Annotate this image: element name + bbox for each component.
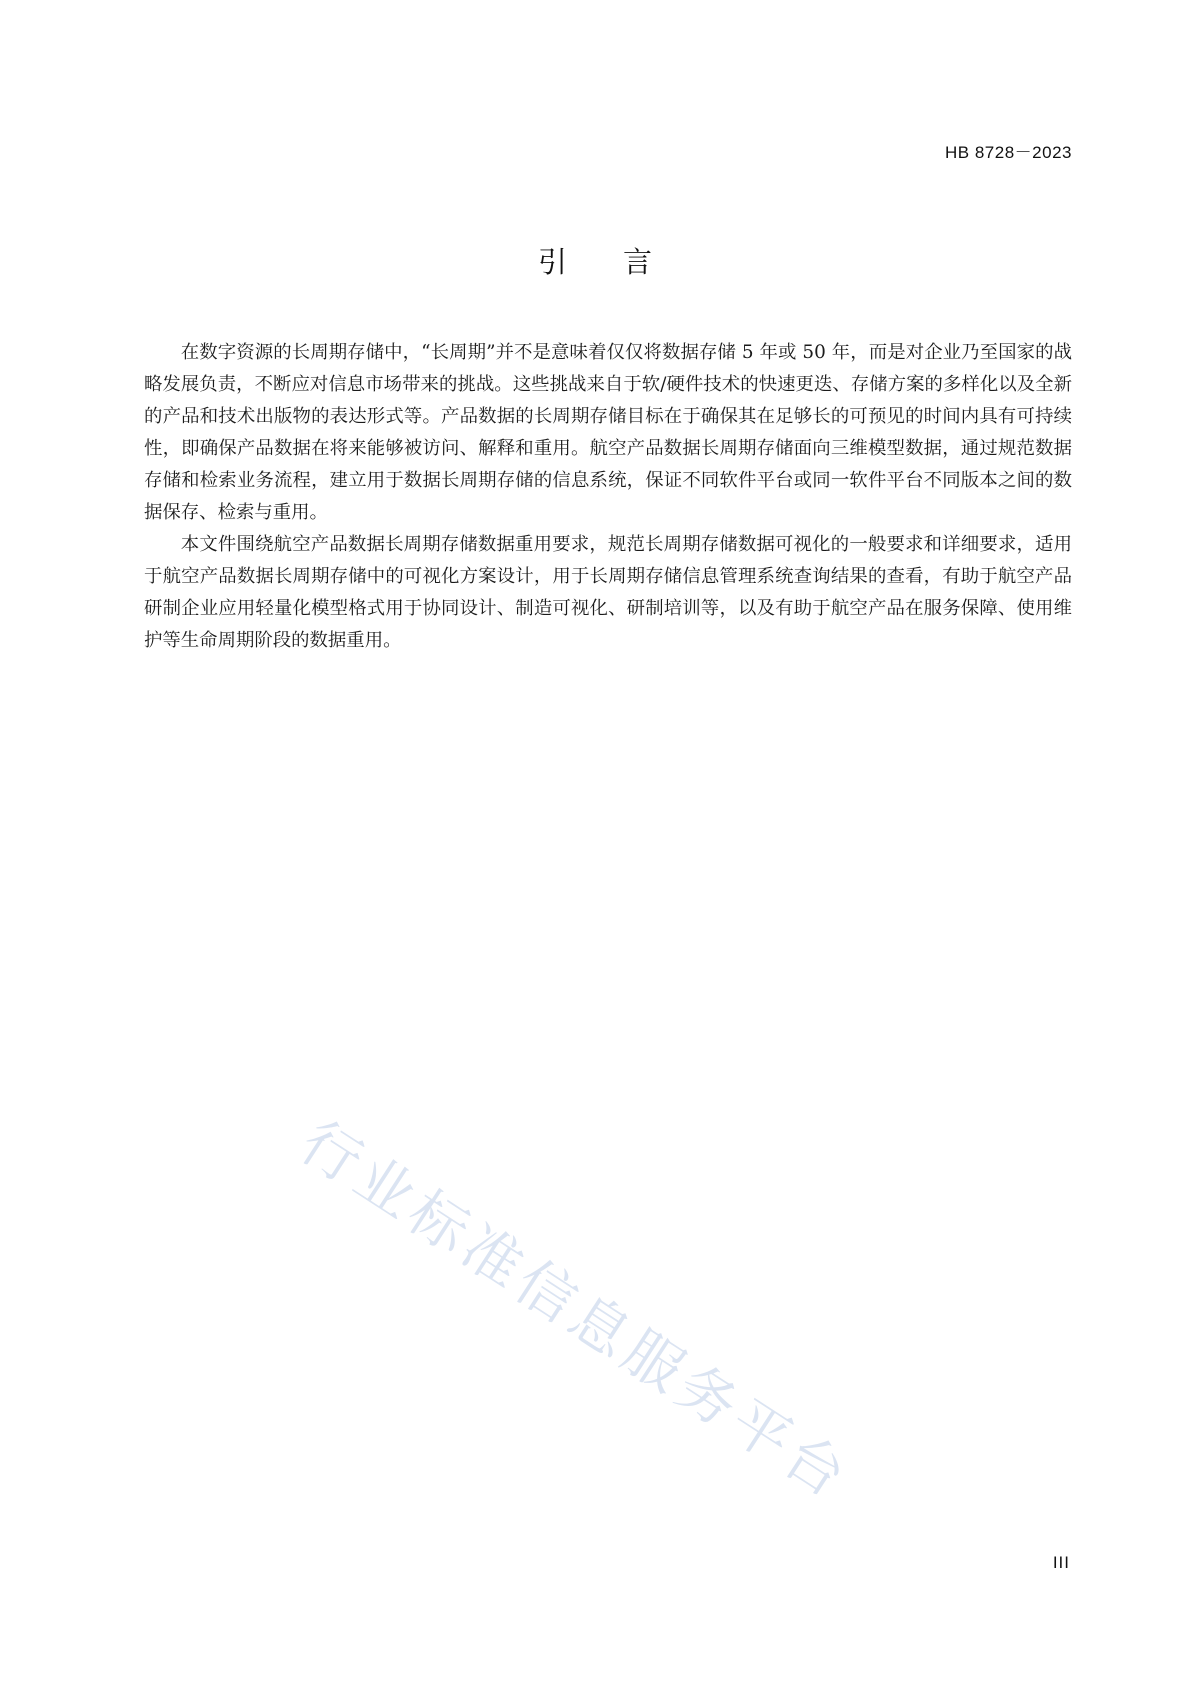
page-title: 引言 xyxy=(537,245,708,279)
page-number: III xyxy=(1052,1553,1070,1572)
paragraph-2: 本文件围绕航空产品数据长周期存储数据重用要求，规范长周期存储数据可视化的一般要求和详细要求，适用于航空产品数据长周期存储中的可视化方案设计，用于长周期存储信息管理系统查询结果的查看，有助于航空产品研制企业应用轻量化模型格式用于协同设计、制造可视化、研制培训等，以及有助于航空产品在服务保障、使用维护等生命周期阶段的数据重用。 xyxy=(144,534,1072,651)
paragraph-1: 在数字资源的长周期存储中，“长周期”并不是意味着仅仅将数据存储 5 年或 50 年，而是对企业乃至国家的战略发展负责，不断应对信息市场带来的挑战。这些挑战来自于软/硬件技术的快速更迭、存储方案的多样化以及全新的产品和技术出版物的表达形式等。产品数据的长周期存储目标在于确保其在足够长的可预见的时间内具有可持续性，即确保产品数据在将来能够被访问、解释和重用。航空产品数据长周期存储面向三维模型数据，通过规范数据存储和检索业务流程，建立用于数据长周期存储的信息系统，保证不同软件平台或同一软件平台不同版本之间的数据保存、检索与重用。 xyxy=(144,342,1072,523)
watermark-text: 行业标准信息服务平台 xyxy=(288,1107,863,1514)
standard-code: HB 8728－2023 xyxy=(945,143,1072,162)
body-text xyxy=(144,337,1072,657)
